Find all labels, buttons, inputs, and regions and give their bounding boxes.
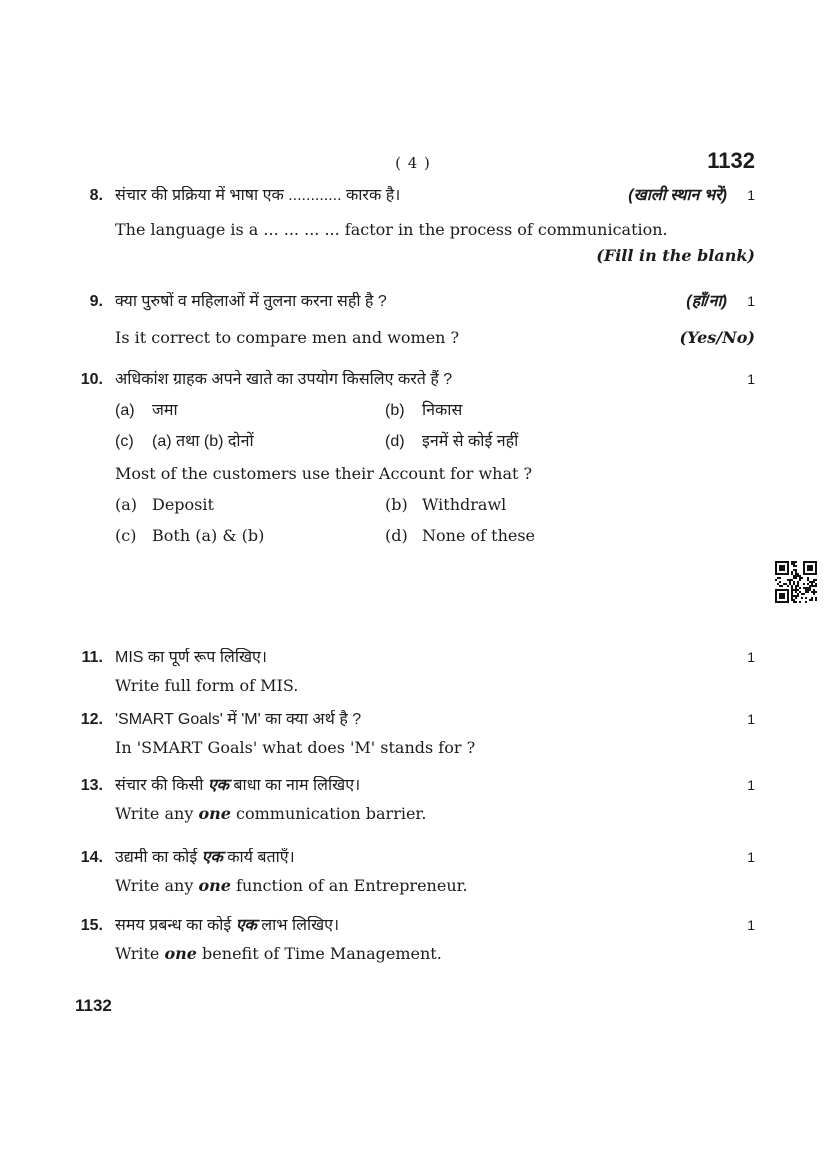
question-11-hindi-row xyxy=(67,648,755,668)
option-d-hindi xyxy=(385,432,755,452)
page-number: ( 4 ) xyxy=(395,154,431,172)
emphasis-one: एक xyxy=(201,849,223,866)
option-text: (a) तथा (b) दोनों xyxy=(152,433,254,450)
question-9-english-row xyxy=(67,328,755,348)
option-label: (a) xyxy=(115,495,138,514)
option-label: (b) xyxy=(385,402,405,419)
question-9-instruction-english: (Yes/No) xyxy=(679,328,755,347)
option-b-hindi xyxy=(385,401,755,421)
question-9-text-english: Is it correct to compare men and women ? xyxy=(115,328,460,347)
question-13-number: 13. xyxy=(80,777,103,794)
question-8-marks: 1 xyxy=(747,187,755,203)
emphasis-one: एक xyxy=(235,917,257,934)
question-9-instruction-hindi: (हाँ/ना) xyxy=(686,293,727,310)
question-14-text-english: Write any one function of an Entrepreneur. xyxy=(115,876,468,895)
option-d-english xyxy=(385,526,755,546)
question-10-marks: 1 xyxy=(747,371,755,387)
emphasis-one: one xyxy=(164,944,197,963)
question-10-text-hindi: अधिकांश ग्राहक अपने खाते का उपयोग किसलिए करते हैं ? xyxy=(115,371,453,388)
question-9-text-hindi: क्या पुरुषों व महिलाओं में तुलना करना सही है ? xyxy=(115,293,387,310)
question-13-english-row xyxy=(67,804,755,824)
question-11-text-english: Write full form of MIS. xyxy=(115,676,299,695)
option-text: Withdrawl xyxy=(422,495,507,514)
question-10-english-options-row-1 xyxy=(67,495,755,515)
question-14-english-row xyxy=(67,876,755,896)
question-8-instruction-hindi: (खाली स्थान भरें) xyxy=(628,187,727,204)
option-label: (d) xyxy=(385,526,408,545)
option-a-english xyxy=(115,495,385,515)
option-text: इनमें से कोई नहीं xyxy=(422,433,519,450)
question-15-text-hindi: समय प्रबन्ध का कोई एक लाभ लिखिए। xyxy=(115,917,340,934)
question-12-number: 12. xyxy=(80,711,103,728)
question-12-text-english: In 'SMART Goals' what does 'M' stands for ? xyxy=(115,738,476,757)
question-13-hindi-row xyxy=(67,776,755,796)
question-12-hindi-row xyxy=(67,710,755,730)
question-11-english-row xyxy=(67,676,755,696)
question-15-marks: 1 xyxy=(747,917,755,933)
question-8-text-hindi: संचार की प्रक्रिया में भाषा एक ............ कारक है। xyxy=(115,187,401,204)
question-10-number: 10. xyxy=(80,371,103,388)
option-label: (d) xyxy=(385,433,405,450)
question-10-hindi-row xyxy=(67,370,755,390)
question-8-note-row xyxy=(67,246,755,266)
option-label: (a) xyxy=(115,402,135,419)
option-label: (c) xyxy=(115,526,137,545)
option-c-english xyxy=(115,526,385,546)
question-12-english-row xyxy=(67,738,755,758)
question-14-number: 14. xyxy=(80,849,103,866)
question-11-number: 11. xyxy=(81,649,103,666)
option-a-hindi xyxy=(115,401,385,421)
question-15-english-row xyxy=(67,944,755,964)
emphasis-one: one xyxy=(198,804,231,823)
question-15-number: 15. xyxy=(80,917,103,934)
question-15-text-english: Write one benefit of Time Management. xyxy=(115,944,442,963)
question-8-instruction-english: (Fill in the blank) xyxy=(596,246,755,265)
question-14-marks: 1 xyxy=(747,849,755,865)
option-text: जमा xyxy=(152,402,178,419)
question-13-text-english: Write any one communication barrier. xyxy=(115,804,427,823)
option-text: निकास xyxy=(422,402,463,419)
question-8-text-english: The language is a ... ... ... ... factor in the process of communication. xyxy=(115,220,668,239)
emphasis-one: one xyxy=(198,876,231,895)
question-13-marks: 1 xyxy=(747,777,755,793)
qr-code xyxy=(775,561,817,603)
option-b-english xyxy=(385,495,755,515)
question-14-hindi-row xyxy=(67,848,755,868)
question-12-marks: 1 xyxy=(747,711,755,727)
question-10-english-options-row-2 xyxy=(67,526,755,546)
question-8-number: 8. xyxy=(89,187,103,204)
option-label: (b) xyxy=(385,495,408,514)
question-12-text-hindi: 'SMART Goals' में 'M' का क्या अर्थ है ? xyxy=(115,711,362,728)
question-9-marks: 1 xyxy=(747,293,755,309)
question-8-hindi-row xyxy=(67,186,755,206)
option-text: None of these xyxy=(422,526,536,545)
question-9-hindi-row xyxy=(67,292,755,312)
question-10-hindi-options-row-2 xyxy=(67,432,755,452)
option-text: Both (a) & (b) xyxy=(152,526,265,545)
question-8-english-row xyxy=(67,220,755,240)
question-13-text-hindi: संचार की किसी एक बाधा का नाम लिखिए। xyxy=(115,777,361,794)
question-9-number: 9. xyxy=(89,293,103,310)
question-11-marks: 1 xyxy=(747,649,755,665)
option-text: Deposit xyxy=(152,495,214,514)
footer-paper-code: 1132 xyxy=(75,996,112,1015)
option-label: (c) xyxy=(115,433,134,450)
question-11-text-hindi: MIS का पूर्ण रूप लिखिए। xyxy=(115,649,267,666)
question-14-text-hindi: उद्यमी का कोई एक कार्य बताएँ। xyxy=(115,849,295,866)
paper-code: 1132 xyxy=(707,148,755,173)
question-10-hindi-options-row-1 xyxy=(67,401,755,421)
question-10-text-english: Most of the customers use their Account for what ? xyxy=(115,464,533,483)
option-c-hindi xyxy=(115,432,385,452)
question-10-english-row xyxy=(67,464,755,484)
emphasis-one: एक xyxy=(207,777,229,794)
question-15-hindi-row xyxy=(67,916,755,936)
